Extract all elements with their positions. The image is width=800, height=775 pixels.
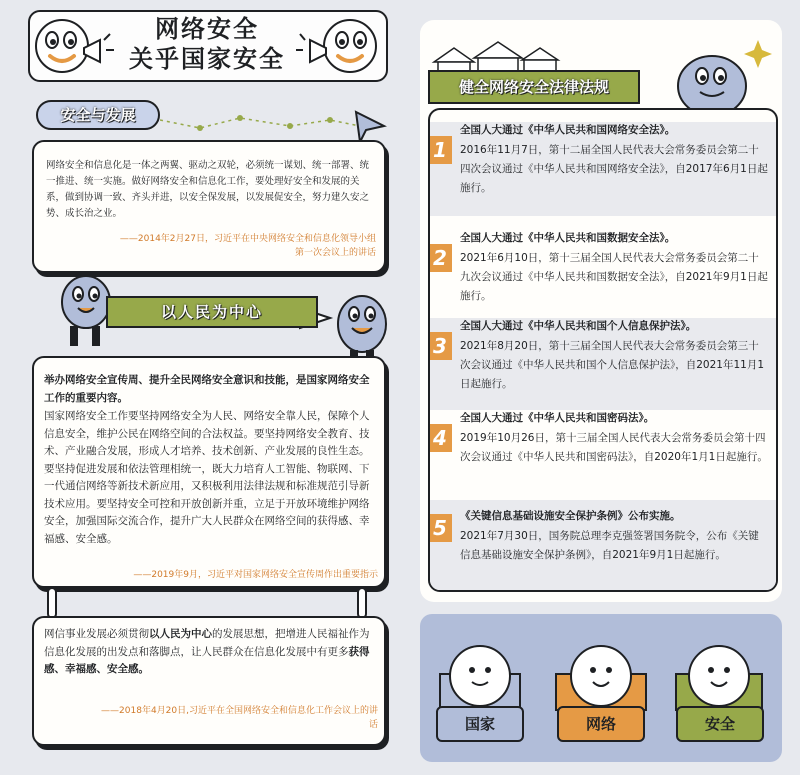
sparkle-icon — [744, 40, 772, 68]
bottom-panel — [420, 614, 782, 762]
law-item-1 — [430, 122, 776, 216]
law-desc-5: 2021年7月30日，国务院总理李克强签署国务院令，公布《关键信息基础设施安全保护条例》，自2021年9月1日起施行。 — [460, 530, 759, 561]
card-security-development — [32, 140, 386, 273]
law-number-3: 3 — [428, 332, 452, 360]
card-development-thought — [32, 616, 386, 746]
card3-citation: ——2018年4月20日,习近平在全国网络安全和信息化工作会议上的讲话 — [101, 706, 378, 730]
law-item-5 — [430, 500, 776, 592]
law-title-4: 全国人大通过《中华人民共和国密码法》。 — [460, 412, 655, 424]
dotted-path-decoration — [160, 104, 390, 144]
label-network: 网络 — [557, 706, 645, 742]
title-line-1: 网络安全 — [155, 15, 259, 43]
law-desc-1: 2016年11月7日，第十二届全国人民代表大会常务委员会第二十四次会议通过《中华人民共和国网络安全法》，自2017年6月1日起施行。 — [460, 144, 768, 194]
law-item-2 — [430, 230, 776, 324]
right-mascot-icon — [296, 20, 376, 72]
mascot-safety-icon — [676, 646, 762, 710]
label-safety: 安全 — [676, 706, 764, 742]
title-line-2: 关乎国家安全 — [129, 45, 285, 73]
law-desc-2: 2021年6月10日，第十三届全国人民代表大会常务委员会第二十九次会议通过《中华人民共和国数据安全法》，自2021年9月1日起施行。 — [460, 252, 768, 302]
law-title-5: 《关键信息基础设施安全保护条例》公布实施。 — [460, 510, 681, 522]
card2-body: 国家网络安全工作要坚持网络安全为人民、网络安全靠人民，保障个人信息安全，维护公民在网络空间的合法权益。要坚持网络安全教育、技术、产业融合发展，形成人才培养、技术创新、产业发展的良性生态。要坚持促进发展和依法管理相统一，既大力培育人工智能、物联网、下一代通信网络等新技术新应用，又积极利用法律法规和标准规范引导新技术应用。要坚持安全可控和开放创新并重，立足于开放环境维护网络安全，加强国际交流合作，提升广大人民群众在网络空间的获得感、幸福感、安全感。 — [44, 410, 370, 545]
left-mascot-icon — [36, 20, 114, 72]
label-country: 国家 — [436, 706, 524, 742]
section-tag-security-development: 安全与发展 — [36, 100, 160, 130]
law-title-2: 全国人大通过《中华人民共和国数据安全法》。 — [460, 232, 676, 244]
law-desc-3: 2021年8月20日，第十三届全国人民代表大会常务委员会第三十次会议通过《中华人民共和国个人信息保护法》，自2021年11月1日起施行。 — [460, 340, 765, 390]
card3-text-b: 以人民为中心 — [149, 628, 212, 640]
law-title-1: 全国人大通过《中华人民共和国网络安全法》。 — [460, 124, 676, 136]
law-title-3: 全国人大通过《中华人民共和国个人信息保护法》。 — [460, 320, 697, 332]
card1-citation: ——2014年2月27日，习近平在中央网络安全和信息化领导小组第一次会议上的讲话 — [119, 234, 376, 258]
page-title — [112, 14, 302, 74]
laws-list — [428, 108, 778, 592]
card2-lead: 举办网络安全宣传周、提升全民网络安全意识和技能，是国家网络安全工作的重要内容。 — [44, 374, 370, 404]
green-mascot-icon — [678, 56, 746, 110]
card3-text-a: 网信事业发展必须贯彻 — [44, 628, 149, 640]
laws-header: 健全网络安全法律法规 — [428, 70, 640, 104]
card-people-centered — [32, 356, 386, 588]
section-banner-people-centered: 以人民为中心 — [106, 296, 318, 328]
law-desc-4: 2019年10月26日，第十三届全国人民代表大会常务委员会第十四次会议通过《中华人民共和国密码法》，自2020年1月1日起施行。 — [460, 432, 768, 463]
card3-text-c: 的发展思想，把增进人民福祉作为信息化发展的出发点和落脚点，让人民群众在信息化发展中有更多 — [44, 628, 370, 658]
card2-citation: ——2019年9月，习近平对国家网络安全宣传周作出重要指示 — [133, 570, 378, 580]
law-item-4 — [430, 410, 776, 500]
card3-text-d: 获得感、幸福感、安全感。 — [44, 645, 370, 675]
law-number-1: 1 — [428, 136, 452, 164]
card3-body — [44, 626, 378, 679]
mascot-network-icon — [556, 646, 646, 710]
cursor-icon — [356, 112, 384, 142]
law-number-2: 2 — [428, 244, 452, 272]
law-number-5: 5 — [428, 514, 452, 542]
law-item-3 — [430, 318, 776, 410]
blue-mascot-left-icon — [62, 276, 110, 346]
card1-body: 网络安全和信息化是一体之两翼、驱动之双轮，必须统一谋划、统一部署、统一推进、统一实施。做好网络安全和信息化工作，要处理好安全和发展的关系，做到协调一致、齐头并进，以安全保发展，以发展促安全，努力建久安之势、成长治之业。 — [46, 160, 370, 219]
law-number-4: 4 — [428, 424, 452, 452]
mascot-country-icon — [440, 646, 520, 710]
